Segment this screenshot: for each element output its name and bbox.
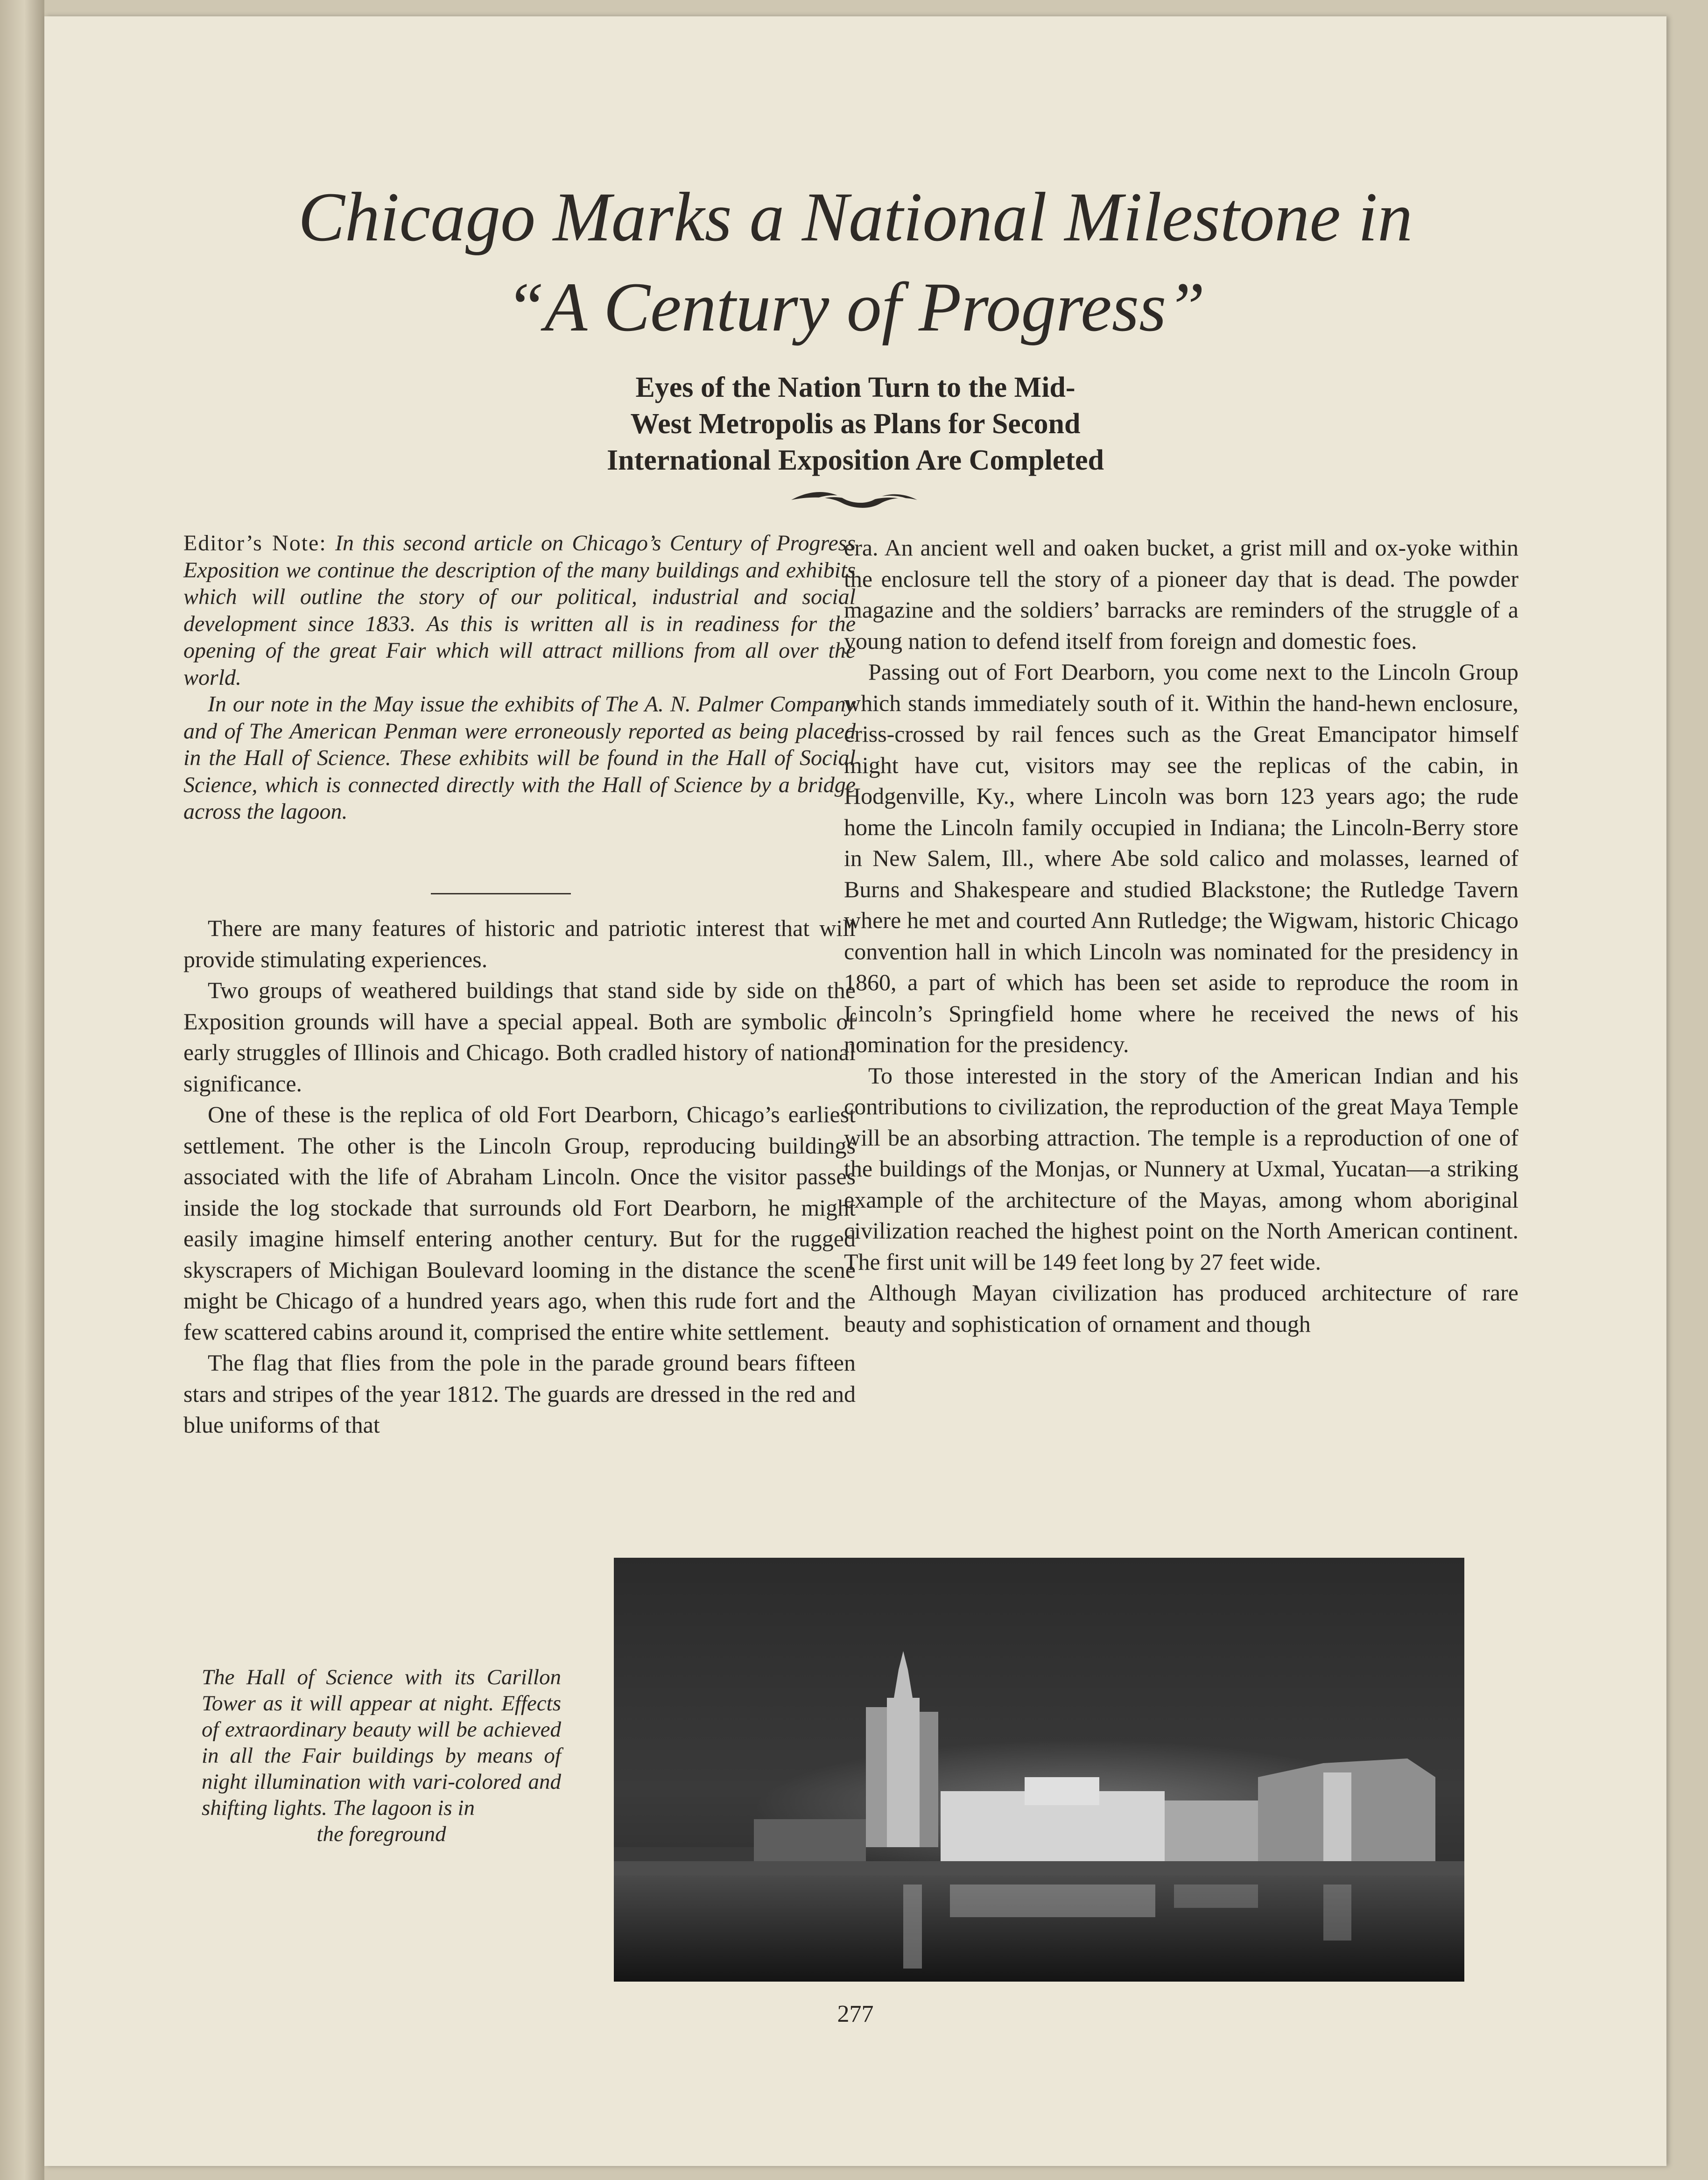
body-paragraph: era. An ancient well and oaken bucket, a grist mill and ox-yoke within the enclosure tell the story of a pioneer day that is dead. The powder magazine and the soldiers’ barracks are reminders of the struggle of a young nation to defend itself from foreign and domestic foes. <box>844 534 1518 654</box>
article-subtitle <box>44 369 1666 478</box>
photo-caption <box>202 1664 561 1847</box>
article-title-line-1: Chicago Marks a National Milestone in <box>298 178 1413 256</box>
photo-caption-last-line: the foreground <box>316 1822 446 1846</box>
body-paragraph: To those interested in the story of the American Indian and his contributions to civilization, the reproduction of the great Maya Temple will be an absorbing attraction. The temple is a reproduction of one of the buildings of the Monjas, or Nunnery at Uxmal, Yucatan—a striking example of the architecture of the Mayas, among whom aboriginal civilization reached the highest point on the North American continent. The first unit will be 149 feet long by 27 feet wide. <box>844 1062 1518 1275</box>
body-paragraph: Two groups of weathered buildings that stand side by side on the Exposition grounds will have a special appeal. Both are symbolic of early struggles of Illinois and Chicago. Both cradled history of national significance. <box>183 977 856 1097</box>
right-column <box>844 532 1518 1339</box>
subtitle-line: West Metropolis as Plans for Second <box>630 408 1081 440</box>
article-title-line-2: “A Century of Progress” <box>506 268 1205 346</box>
hall-of-science-night-photo <box>614 1558 1464 1982</box>
editors-note-label: Editor’s Note: <box>183 531 327 556</box>
magazine-page <box>44 16 1666 2166</box>
photo-caption-text: The Hall of Science with its Carillon Tower as it will appear at night. Effects of extraordinary beauty will be achieved in all the Fair buildings by means of night illumination with vari-colored and shifting lights. The lagoon is in <box>202 1665 561 1820</box>
body-paragraph: There are many features of historic and patriotic interest that will provide stimulating experiences. <box>183 915 856 972</box>
body-paragraph: The flag that flies from the pole in the parade ground bears fifteen stars and stripes of the year 1812. The guards are dressed in the red and blue uniforms of that <box>183 1350 856 1438</box>
editors-note-paragraph <box>183 530 856 691</box>
body-paragraph: One of these is the replica of old Fort Dearborn, Chicago’s earliest settlement. The other is the Lincoln Group, reproducing buildings associated with the life of Abraham Lincoln. Once the visitor passes inside the log stockade that surrounds old Fort Dearborn, he might easily imagine himself entering another century. But for the rugged skyscrapers of Michigan Boulevard looming in the distance the scene might be Chicago of a hundred years ago, when this rude fort and the few scattered cabins around it, comprised the entire white settlement. <box>183 1101 856 1345</box>
body-paragraph: Although Mayan civilization has produced architecture of rare beauty and sophistication of ornament and though <box>844 1280 1518 1337</box>
editors-note <box>183 530 856 825</box>
subtitle-line: International Exposition Are Completed <box>607 444 1104 476</box>
ornament-divider <box>787 486 922 512</box>
page-number: 277 <box>837 2001 874 2027</box>
editors-note-text: In this second article on Chicago’s Century of Progress Exposition we continue the description of the many buildings and exhibits which will outline the story of our political, industrial and social development since 1833. As this is written all is in readiness for the opening of the great Fair which will attract millions from all over the world. <box>183 531 856 690</box>
subtitle-line: Eyes of the Nation Turn to the Mid- <box>635 372 1075 403</box>
previous-page-edge <box>0 0 44 2180</box>
body-paragraph: Passing out of Fort Dearborn, you come next to the Lincoln Group which stands immediately south of it. Within the hand-hewn enclosure, criss-crossed by rail fences such as the Great Emancipator himself might have cut, visitors may see the replicas of the cabin, in Hodgenville, Ky., where Lincoln was born 123 years ago; the rude home the Lincoln family occupied in Indiana; the Lincoln-Berry store in New Salem, Ill., where Abe sold calico and molasses, learned of Burns and Shakespeare and studied Blackstone; the Rutledge Tavern where he met and courted Ann Rutledge; the Wigwam, historic Chicago convention hall in which Lincoln was nominated for the presidency in 1860, a part of which has been set aside to reproduce the room in Lincoln’s Springfield home where he received the news of his nomination for the presidency. <box>844 659 1518 1057</box>
left-column <box>183 913 856 1441</box>
section-rule <box>431 893 571 894</box>
editors-note-correction: In our note in the May issue the exhibits of The A. N. Palmer Company and of The American Penman were erroneously reported as being placed in the Hall of Science. These exhibits will be found in the Hall of Social Science, which is connected directly with the Hall of Science by a bridge across the lagoon. <box>183 692 856 824</box>
